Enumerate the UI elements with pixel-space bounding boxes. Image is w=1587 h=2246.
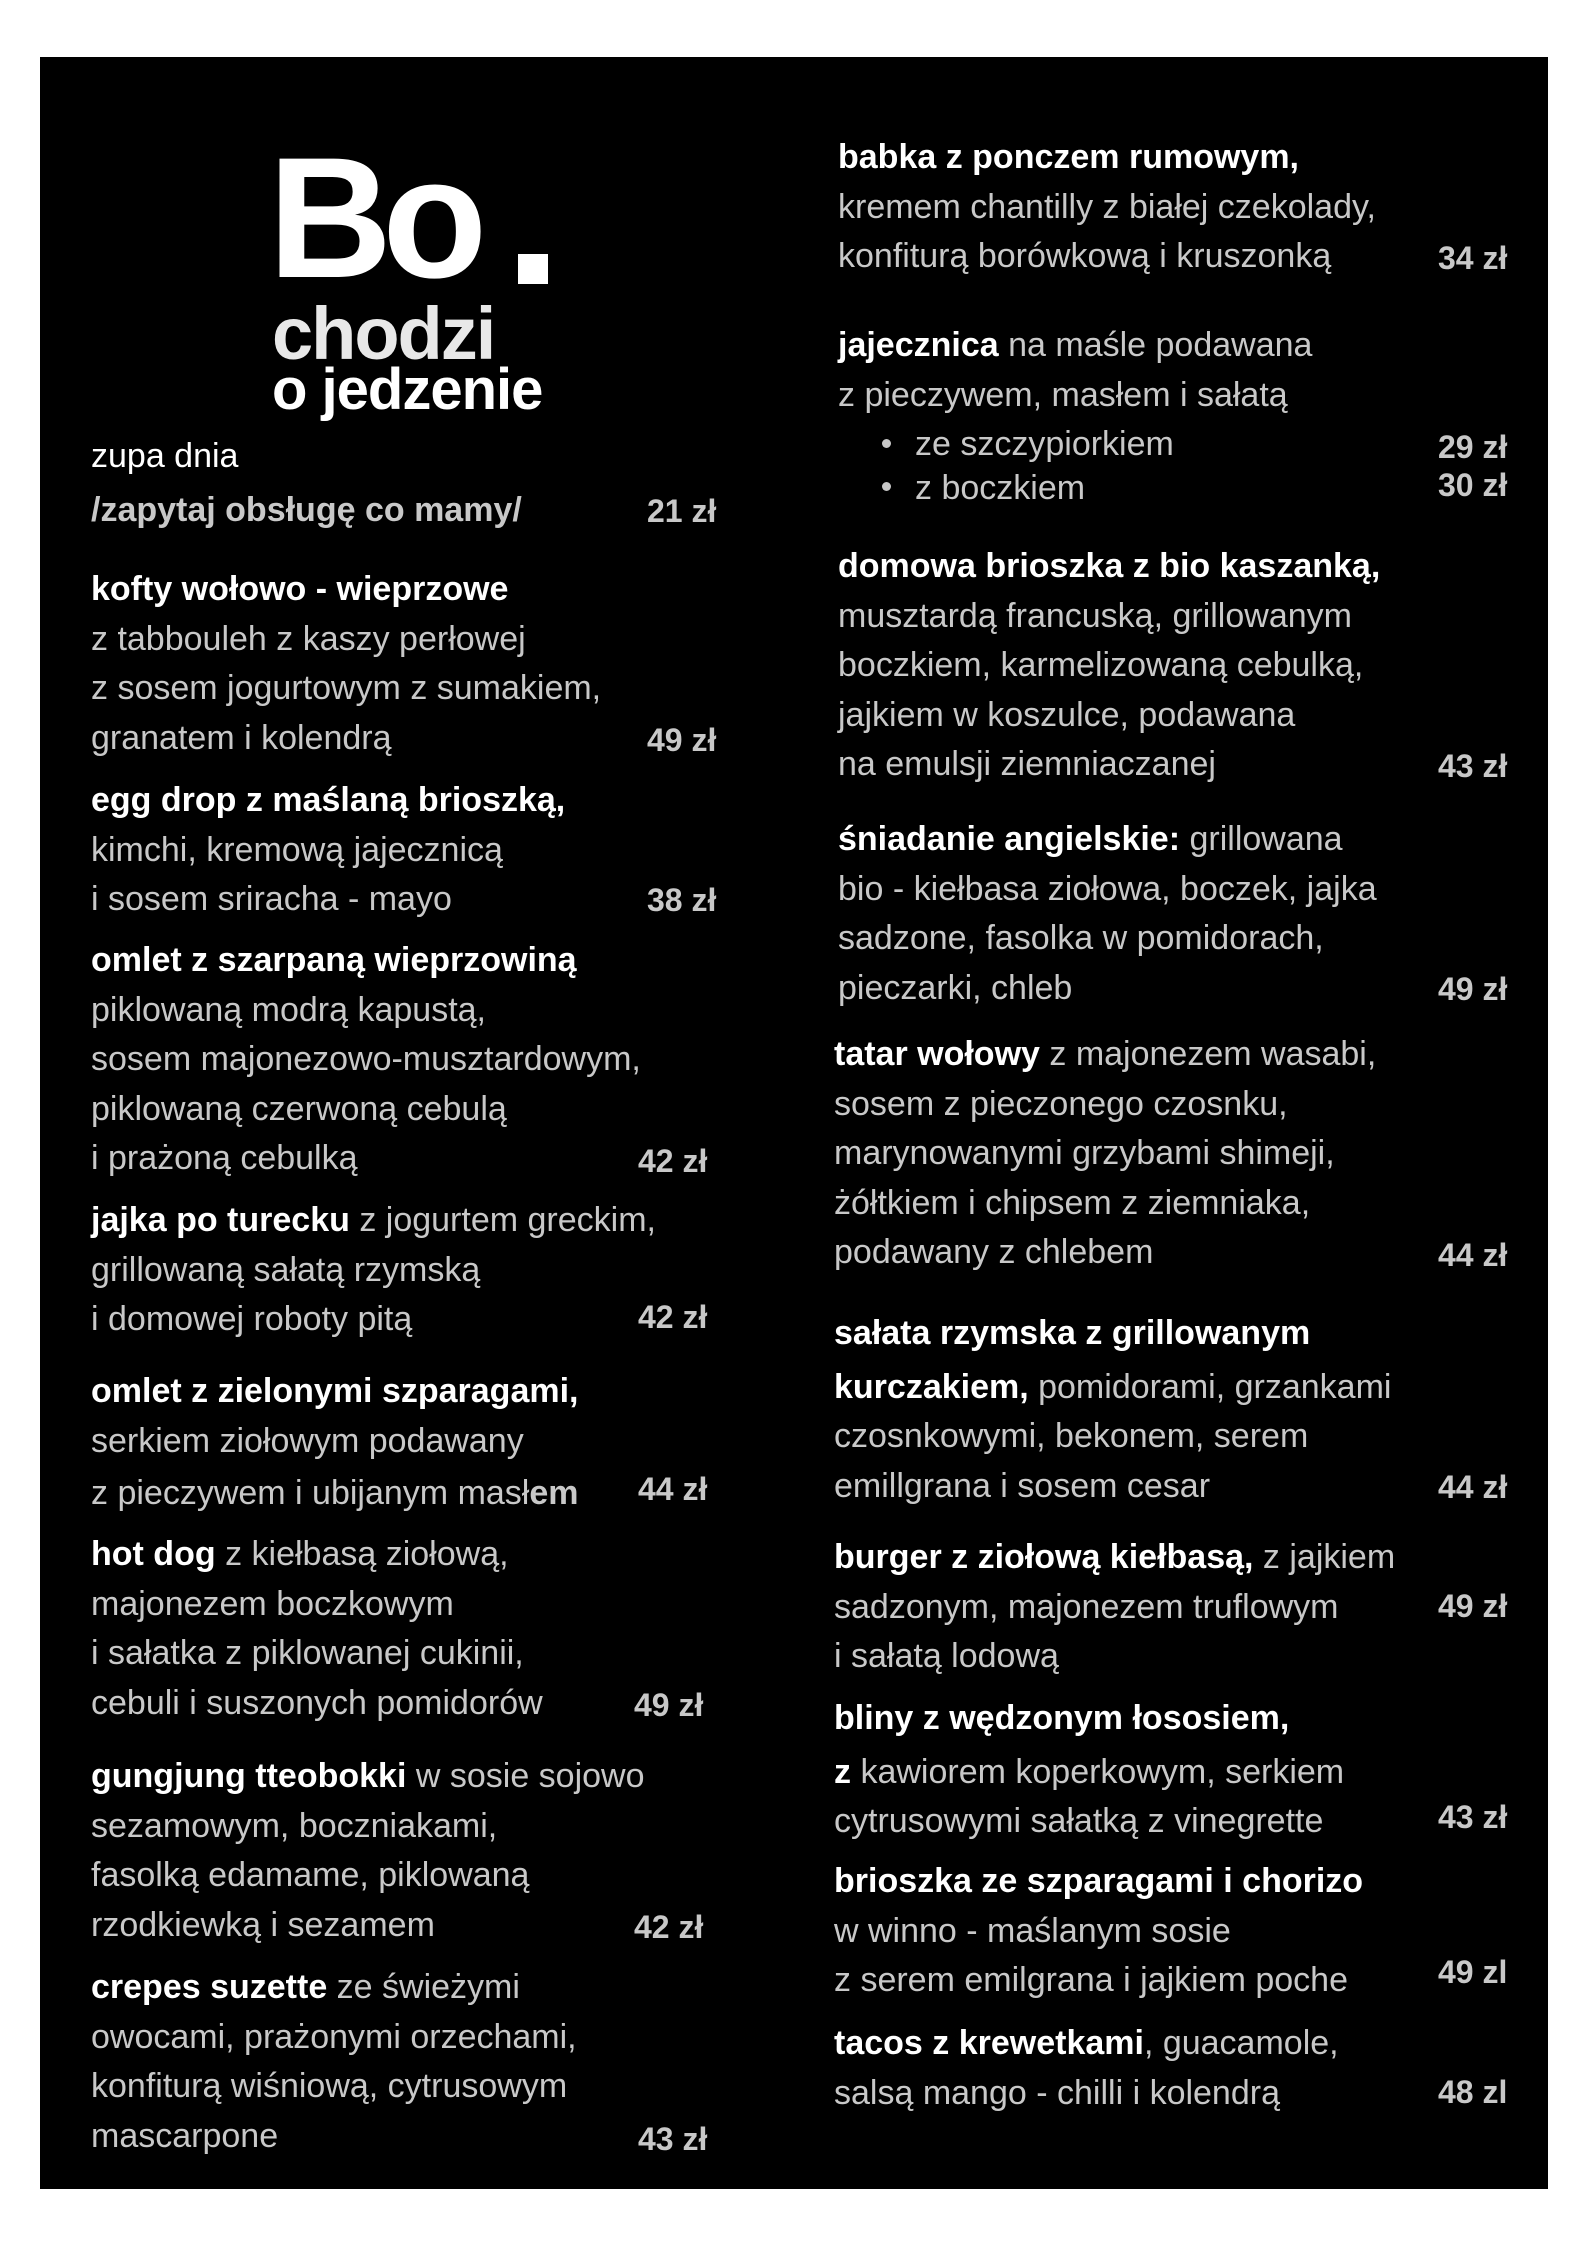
item-name: omlet z szarpaną wieprzowiną	[91, 941, 577, 979]
item-desc: marynowanymi grzybami shimeji,	[834, 1134, 1335, 1172]
item-note: /zapytaj obsługę co mamy/	[91, 490, 522, 529]
price-brioszka-szparagi: 49 zl	[1438, 1954, 1508, 1990]
price-hot-dog: 49 zł	[634, 1687, 704, 1723]
item-desc: mascarpone	[91, 2116, 279, 2155]
item-name: śniadanie angielskie:	[838, 820, 1181, 858]
item-desc: sadzone, fasolka w pomidorach,	[838, 919, 1324, 957]
item-name: hot dog	[91, 1535, 216, 1573]
item-desc: emillgrana i sosem cesar	[834, 1466, 1211, 1505]
item-desc: sezamowym, boczniakami,	[91, 1806, 498, 1845]
item-desc: podawany z chlebem	[834, 1233, 1154, 1271]
item-desc: na emulsji ziemniaczanej	[838, 745, 1216, 783]
menu-item-sniadanie-angielskie	[838, 815, 1377, 1013]
menu-item-brioszka-kaszanka	[838, 542, 1380, 790]
menu-item-kofty	[91, 565, 601, 763]
menu-item-gungjung-tteobokki	[91, 1752, 645, 1950]
item-desc: cebuli i suszonych pomidorów	[91, 1683, 543, 1722]
price-tatar-wolowy: 44 zł	[1438, 1237, 1508, 1273]
item-name: zupa dnia	[91, 437, 239, 475]
item-desc: z majonezem wasabi,	[1039, 1035, 1377, 1073]
item-option-1: ze szczypiorkiem	[838, 420, 1312, 470]
price-omlet-wieprzowina: 42 zł	[638, 1143, 708, 1179]
item-desc: kimchi, kremową jajecznicą	[91, 830, 503, 869]
item-name: babka z ponczem rumowym,	[838, 138, 1299, 176]
item-desc: grillowaną sałatą rzymską	[91, 1250, 481, 1289]
menu-item-babka	[838, 133, 1376, 282]
item-desc-bold: z	[834, 1752, 851, 1791]
item-desc: żółtkiem i chipsem z ziemniaka,	[834, 1183, 1311, 1222]
item-name: brioszka ze szparagami i chorizo	[834, 1862, 1364, 1900]
item-desc: i sałatka z piklowanej cukinii,	[91, 1634, 524, 1672]
price-brioszka-kaszanka: 43 zł	[1438, 748, 1508, 784]
item-desc: z pieczywem i ubijanym masł	[91, 1474, 530, 1512]
item-option-2: z boczkiem	[838, 464, 1312, 514]
item-name-cont: kurczakiem,	[834, 1367, 1029, 1406]
menu-item-brioszka-szparagi	[834, 1857, 1363, 2006]
item-desc: z tabbouleh z kaszy perłowej	[91, 619, 526, 658]
item-desc: rzodkiewką i sezamem	[91, 1905, 435, 1944]
price-jajka-po-turecku: 42 zł	[638, 1299, 708, 1335]
item-desc: salsą mango - chilli i kolendrą	[834, 2073, 1280, 2112]
item-desc: pieczarki, chleb	[838, 968, 1073, 1007]
item-desc: w winno - maślanym sosie	[834, 1911, 1231, 1950]
item-desc: i sosem sriracha - mayo	[91, 880, 452, 918]
item-desc: boczkiem, karmelizowaną cebulką,	[838, 646, 1364, 684]
item-desc: z pieczywem, masłem i sałatą	[838, 375, 1288, 414]
item-desc: musztardą francuską, grillowanym	[838, 596, 1352, 635]
item-desc: z kiełbasą ziołową,	[215, 1535, 509, 1573]
price-egg-drop: 38 zł	[647, 882, 717, 918]
logo-dot	[518, 254, 548, 284]
menu-item-bliny	[834, 1694, 1344, 1847]
item-desc: z sosem jogurtowym z sumakiem,	[91, 669, 602, 707]
item-desc: jajkiem w koszulce, podawana	[838, 695, 1296, 734]
restaurant-logo	[268, 122, 568, 432]
bullet-icon	[882, 439, 891, 448]
item-name: domowa brioszka z bio kaszanką,	[838, 547, 1381, 585]
menu-item-jajka-po-turecku	[91, 1196, 656, 1345]
item-desc-bold: em	[529, 1474, 579, 1512]
menu-item-zupa	[91, 432, 522, 535]
item-desc: z serem emilgrana i jajkiem poche	[834, 1961, 1348, 1999]
logo-o-jedzenie: o jedzenie	[272, 357, 543, 422]
item-desc: kremem chantilly z białej czekolady,	[838, 187, 1376, 226]
menu-item-burger	[834, 1533, 1395, 1682]
menu-item-tacos	[834, 2019, 1339, 2118]
price-jajecznica-boczek: 30 zł	[1438, 467, 1508, 503]
item-desc: z jajkiem	[1253, 1538, 1396, 1576]
menu-item-jajecznica	[838, 321, 1312, 513]
menu-item-crepes-suzette	[91, 1963, 577, 2161]
menu-item-omlet-szparagi	[91, 1367, 579, 1519]
bullet-icon	[882, 482, 891, 491]
item-name: egg drop z maślaną brioszką,	[91, 781, 566, 819]
item-desc: bio - kiełbasa ziołowa, boczek, jajka	[838, 869, 1377, 908]
item-desc: , guacamole,	[1143, 2024, 1339, 2062]
item-desc: piklowaną modrą kapustą,	[91, 990, 487, 1029]
item-name: tatar wołowy	[834, 1035, 1040, 1073]
menu-item-egg-drop	[91, 776, 565, 925]
item-desc: i domowej roboty pitą	[91, 1300, 413, 1338]
item-desc: sadzonym, majonezem truflowym	[834, 1587, 1339, 1626]
price-sniadanie-angielskie: 49 zł	[1438, 971, 1508, 1007]
item-desc: konfiturą borówkową i kruszonką	[838, 237, 1332, 275]
price-tacos: 48 zl	[1438, 2074, 1508, 2110]
item-desc: z jogurtem greckim,	[349, 1201, 656, 1239]
item-desc: piklowaną czerwoną cebulą	[91, 1089, 507, 1128]
menu-item-hot-dog	[91, 1530, 543, 1728]
item-name: omlet z zielonymi szparagami,	[91, 1372, 579, 1410]
item-desc: owocami, prażonymi orzechami,	[91, 2017, 577, 2056]
item-name: crepes suzette	[91, 1968, 328, 2006]
price-burger: 49 zł	[1438, 1588, 1508, 1624]
item-name: sałata rzymska z grillowanym	[834, 1314, 1311, 1352]
item-desc: serkiem ziołowym podawany	[91, 1421, 524, 1460]
item-desc: i sałatą lodową	[834, 1637, 1059, 1675]
item-desc: granatem i kolendrą	[91, 718, 392, 757]
item-desc: i prażoną cebulką	[91, 1139, 358, 1177]
price-gungjung-tteobokki: 42 zł	[634, 1909, 704, 1945]
logo-chodzi: chodzi	[272, 292, 495, 375]
menu-item-tatar-wolowy	[834, 1030, 1376, 1278]
item-desc	[91, 482, 522, 536]
item-name: bliny z wędzonym łososiem,	[834, 1699, 1290, 1737]
menu-item-omlet-wieprzowina	[91, 936, 641, 1184]
item-desc: ze świeżymi	[327, 1968, 520, 2006]
item-desc: grillowana	[1180, 820, 1343, 858]
item-name: jajka po turecku	[91, 1201, 350, 1239]
item-name: kofty wołowo - wieprzowe	[91, 570, 509, 608]
price-salata-rzymska: 44 zł	[1438, 1469, 1508, 1505]
price-kofty: 49 zł	[647, 722, 717, 758]
item-desc: majonezem boczkowym	[91, 1584, 454, 1623]
item-desc: czosnkowymi, bekonem, serem	[834, 1417, 1309, 1455]
item-desc: sosem z pieczonego czosnku,	[834, 1084, 1288, 1123]
price-zupa: 21 zł	[647, 493, 717, 529]
item-desc: cytrusowymi sałatką z vinegrette	[834, 1802, 1324, 1840]
item-desc: w sosie sojowo	[406, 1757, 645, 1795]
price-crepes-suzette: 43 zł	[638, 2121, 708, 2157]
price-omlet-szparagi: 44 zł	[638, 1471, 708, 1507]
item-name: gungjung tteobokki	[91, 1757, 407, 1795]
item-desc: na maśle podawana	[998, 326, 1313, 364]
logo-bo: Bo	[268, 122, 478, 314]
item-desc: kawiorem koperkowym, serkiem	[851, 1752, 1345, 1791]
price-jajecznica-szczypiorek: 29 zł	[1438, 429, 1508, 465]
item-name: tacos z krewetkami	[834, 2024, 1144, 2062]
menu-item-salata-rzymska	[834, 1309, 1391, 1511]
price-babka: 34 zł	[1438, 240, 1508, 276]
item-desc: pomidorami, grzankami	[1028, 1367, 1392, 1406]
item-name: jajecznica	[838, 326, 999, 364]
item-desc: konfiturą wiśniową, cytrusowym	[91, 2067, 568, 2105]
item-desc: fasolką edamame, piklowaną	[91, 1856, 530, 1894]
price-bliny: 43 zł	[1438, 1799, 1508, 1835]
item-desc: sosem majonezowo-musztardowym,	[91, 1040, 641, 1078]
item-name: burger z ziołową kiełbasą,	[834, 1538, 1254, 1576]
